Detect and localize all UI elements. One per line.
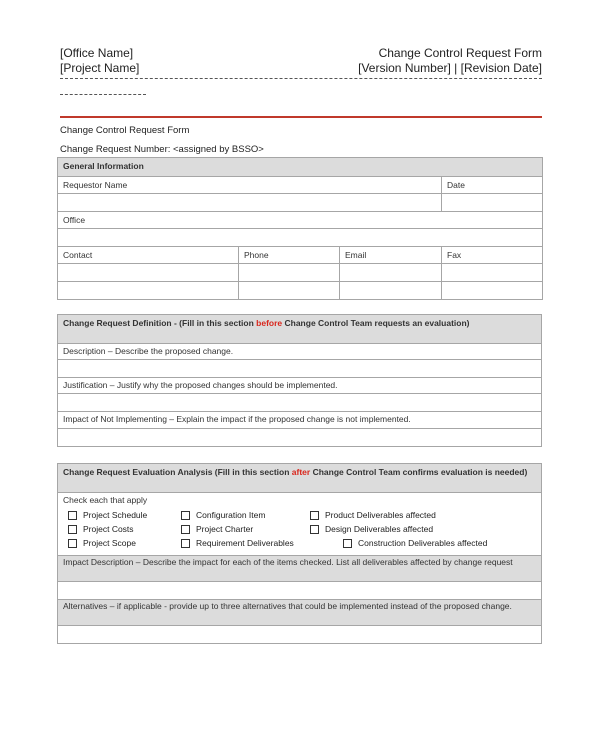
checkbox-product-deliverables[interactable]	[310, 510, 436, 520]
definition-heading-a: Change Request Definition - (Fill in this section	[63, 318, 257, 328]
checkbox-label: Project Costs	[83, 524, 134, 534]
description-label: Description – Describe the proposed change.	[58, 344, 542, 360]
alternatives-field[interactable]	[58, 626, 542, 644]
impact-description-label: Impact Description – Describe the impact for each of the items checked. List all deliverables affected by change request	[58, 556, 542, 582]
checkbox-project-charter[interactable]	[181, 524, 253, 534]
checkbox-construction-deliverables[interactable]	[343, 538, 487, 548]
phone-label: Phone	[239, 247, 340, 264]
contact-label: Contact	[58, 247, 239, 264]
checkbox-box[interactable]	[68, 525, 77, 534]
email-label: Email	[340, 247, 442, 264]
general-heading: General Information	[58, 158, 543, 177]
request-number: Change Request Number: <assigned by BSSO>	[60, 144, 264, 155]
checkbox-label: Configuration Item	[196, 510, 266, 520]
office-name: [Office Name]	[60, 46, 134, 60]
phone-field-2[interactable]	[239, 282, 340, 300]
version-line: [Version Number] | [Revision Date]	[358, 61, 542, 75]
form-label: Change Control Request Form	[60, 125, 190, 136]
dashed-divider	[60, 78, 542, 79]
checkbox-design-deliverables[interactable]	[310, 524, 433, 534]
justification-label: Justification – Justify why the proposed changes should be implemented.	[58, 378, 542, 394]
checkbox-box[interactable]	[68, 511, 77, 520]
red-rule	[60, 116, 542, 118]
checkbox-box[interactable]	[181, 525, 190, 534]
fax-field-2[interactable]	[442, 282, 543, 300]
evaluation-heading-b: Change Control Team confirms evaluation is needed)	[310, 467, 528, 477]
office-field[interactable]	[58, 229, 543, 247]
alternatives-label: Alternatives – if applicable - provide up to three alternatives that could be implemented instead of the proposed change.	[58, 600, 542, 626]
checkbox-project-schedule[interactable]	[68, 510, 147, 520]
dashed-divider-short	[60, 94, 146, 95]
checkbox-box[interactable]	[68, 539, 77, 548]
email-field-2[interactable]	[340, 282, 442, 300]
evaluation-heading-a: Change Request Evaluation Analysis (Fill in this section	[63, 467, 292, 477]
project-name: [Project Name]	[60, 61, 140, 75]
checkbox-box[interactable]	[310, 511, 319, 520]
checkbox-box[interactable]	[181, 539, 190, 548]
justification-field[interactable]	[58, 394, 542, 412]
fax-field[interactable]	[442, 264, 543, 282]
checkbox-label: Requirement Deliverables	[196, 538, 294, 548]
general-information-table	[57, 157, 543, 300]
definition-heading	[58, 315, 542, 344]
evaluation-heading-after: after	[291, 467, 311, 477]
checkbox-label: Design Deliverables affected	[325, 524, 434, 534]
checkbox-label: Project Schedule	[83, 510, 148, 520]
office-label: Office	[58, 212, 543, 229]
form-title: Change Control Request Form	[378, 46, 542, 60]
checkbox-box[interactable]	[310, 525, 319, 534]
contact-field[interactable]	[58, 264, 239, 282]
evaluation-table	[57, 463, 542, 644]
date-field[interactable]	[442, 194, 543, 212]
checkbox-label: Construction Deliverables affected	[358, 538, 488, 548]
email-field[interactable]	[340, 264, 442, 282]
checkbox-requirement-deliverables[interactable]	[181, 538, 294, 548]
impact-not-label: Impact of Not Implementing – Explain the impact if the proposed change is not implemented.	[58, 412, 542, 429]
checkbox-configuration-item[interactable]	[181, 510, 265, 520]
checkbox-box[interactable]	[181, 511, 190, 520]
date-label: Date	[442, 177, 543, 194]
checkbox-label: Project Scope	[83, 538, 136, 548]
description-field[interactable]	[58, 360, 542, 378]
impact-not-field[interactable]	[58, 429, 542, 447]
checkbox-label: Project Charter	[196, 524, 254, 534]
contact-field-2[interactable]	[58, 282, 239, 300]
requestor-field[interactable]	[58, 194, 442, 212]
checkbox-box[interactable]	[343, 539, 352, 548]
definition-heading-b: Change Control Team requests an evaluation)	[282, 318, 470, 328]
header-right	[358, 46, 542, 76]
impact-description-field[interactable]	[58, 582, 542, 600]
checkbox-label: Product Deliverables affected	[325, 510, 436, 520]
checkbox-project-costs[interactable]	[68, 524, 134, 534]
phone-field[interactable]	[239, 264, 340, 282]
definition-table	[57, 314, 542, 447]
fax-label: Fax	[442, 247, 543, 264]
checkbox-project-scope[interactable]	[68, 538, 136, 548]
header-left	[60, 46, 139, 76]
check-label: Check each that apply	[63, 495, 148, 505]
requestor-label: Requestor Name	[58, 177, 442, 194]
definition-heading-before: before	[256, 318, 283, 328]
evaluation-heading	[58, 464, 542, 493]
